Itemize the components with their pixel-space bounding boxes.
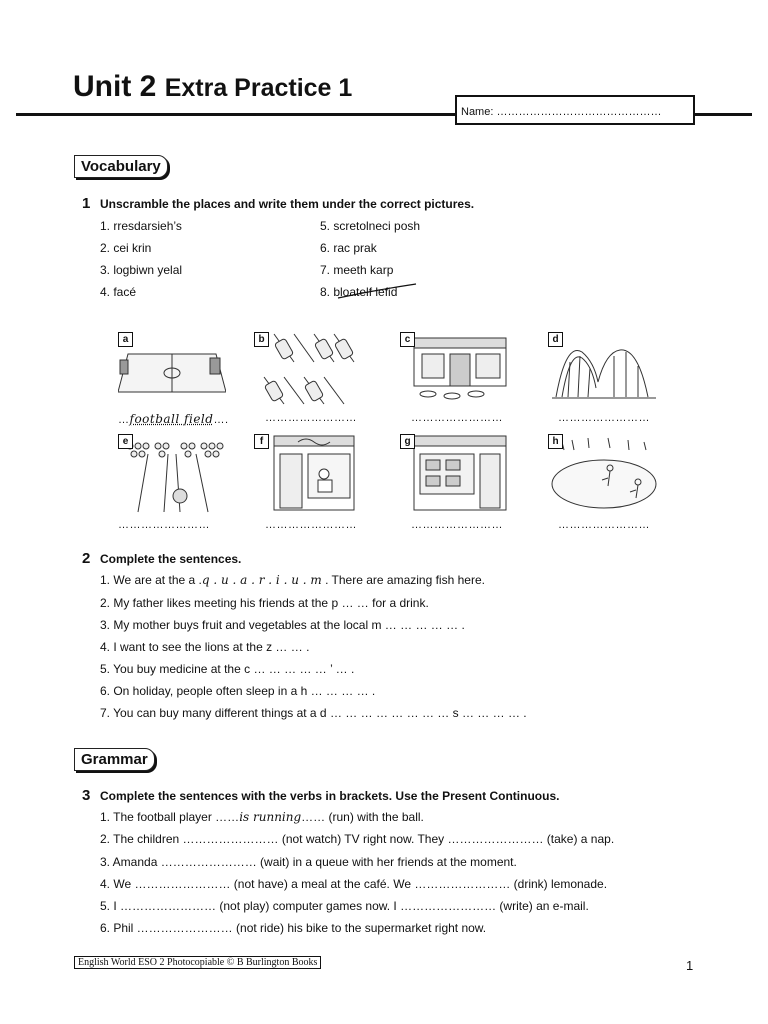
scramble-item: 6. rac prak xyxy=(320,241,377,255)
sentence-item: 4. I want to see the lions at the z … … . xyxy=(100,640,310,654)
exercise-1-instruction: Unscramble the places and write them under the correct pictures. xyxy=(100,197,475,211)
sentence-item: 4. We …………………… (not have) a meal at the café. We …………………… (drink) lemonade. xyxy=(100,877,608,891)
exercise-1-number: 1 xyxy=(82,195,91,212)
scramble-item: 2. cei krin xyxy=(100,241,152,255)
picture-label: c xyxy=(400,332,415,347)
answer-line[interactable]: …………………… xyxy=(118,519,210,531)
exercise-2-number: 2 xyxy=(82,550,91,567)
picture-hairdressers xyxy=(254,434,362,524)
scramble-item: 1. rresdarsieh’s xyxy=(100,219,182,233)
scramble-item-crossed: 8. bloatelf lefid xyxy=(320,285,398,299)
strike-through-mark xyxy=(336,282,418,302)
scramble-item: 4. facé xyxy=(100,285,137,299)
sentence-item: 2. My father likes meeting his friends at the p … … for a drink. xyxy=(100,596,429,610)
picture-label: a xyxy=(118,332,133,347)
copyright-footer: English World ESO 2 Photocopiable © B Burlington Books xyxy=(74,956,321,969)
picture-electronics-shop xyxy=(400,434,508,524)
picture-bowling-alley xyxy=(118,434,226,524)
picture-label: d xyxy=(548,332,563,347)
sentence-item: 7. You can buy many different things at a d … … … … … … … … s … … … … . xyxy=(100,706,527,720)
answer-handwritten: football field xyxy=(129,412,214,426)
picture-ice-rink xyxy=(548,434,656,524)
page-number: 1 xyxy=(686,958,694,973)
picture-label: h xyxy=(548,434,563,449)
answer-line[interactable]: …football field…. xyxy=(118,412,229,426)
picture-label: f xyxy=(254,434,269,449)
scramble-item: 3. logbiwn yelal xyxy=(100,263,183,277)
exercise-3-instruction: Complete the sentences with the verbs in brackets. Use the Present Continuous. xyxy=(100,789,560,803)
sentence-item: 6. Phil …………………… (not ride) his bike to the supermarket right now. xyxy=(100,921,487,935)
picture-cafe xyxy=(400,332,508,422)
answer-line[interactable]: …………………… xyxy=(411,519,503,531)
answer-line[interactable]: …………………… xyxy=(265,519,357,531)
picture-theme-park xyxy=(548,332,656,422)
sentence-item: 1. We are at the a .q . u . a . r . i . u . m . There are amazing fish here. xyxy=(100,573,485,587)
sentence-item: 5. You buy medicine at the c … … … … … ’ … . xyxy=(100,662,355,676)
answer-handwritten: q . u . a . r . i . u . m xyxy=(201,573,322,587)
picture-football-field xyxy=(118,332,226,422)
sentence-item: 1. The football player ……is running…… (run) with the ball. xyxy=(100,810,424,824)
practice-title: Extra Practice 1 xyxy=(164,74,353,102)
vocabulary-tab: Vocabulary xyxy=(74,155,168,178)
grammar-tab: Grammar xyxy=(74,748,155,771)
sentence-item: 2. The children …………………… (not watch) TV right now. They …………………… (take) a nap. xyxy=(100,832,615,846)
answer-line[interactable]: …………………… xyxy=(411,412,503,424)
picture-car-park xyxy=(254,332,362,422)
name-field[interactable]: Name: ……………………………………… xyxy=(455,95,695,125)
exercise-3-number: 3 xyxy=(82,787,91,804)
scramble-item: 5. scretolneci posh xyxy=(320,219,421,233)
picture-label: e xyxy=(118,434,133,449)
answer-line[interactable]: …………………… xyxy=(558,519,650,531)
sentence-item: 3. My mother buys fruit and vegetables at the local m … … … … … . xyxy=(100,618,465,632)
unit-title: Unit 2 xyxy=(73,70,157,103)
sentence-item: 5. I …………………… (not play) computer games now. I …………………… (write) an e-mail. xyxy=(100,899,589,913)
exercise-2-instruction: Complete the sentences. xyxy=(100,552,242,566)
page-title xyxy=(73,70,352,104)
sentence-item: 3. Amanda …………………… (wait) in a queue with her friends at the moment. xyxy=(100,855,517,869)
picture-label: b xyxy=(254,332,269,347)
answer-line[interactable]: …………………… xyxy=(558,412,650,424)
scramble-item: 7. meeth karp xyxy=(320,263,394,277)
picture-label: g xyxy=(400,434,415,449)
answer-line[interactable]: …………………… xyxy=(265,412,357,424)
answer-handwritten: is running xyxy=(239,810,302,824)
sentence-item: 6. On holiday, people often sleep in a h … … … … . xyxy=(100,684,376,698)
